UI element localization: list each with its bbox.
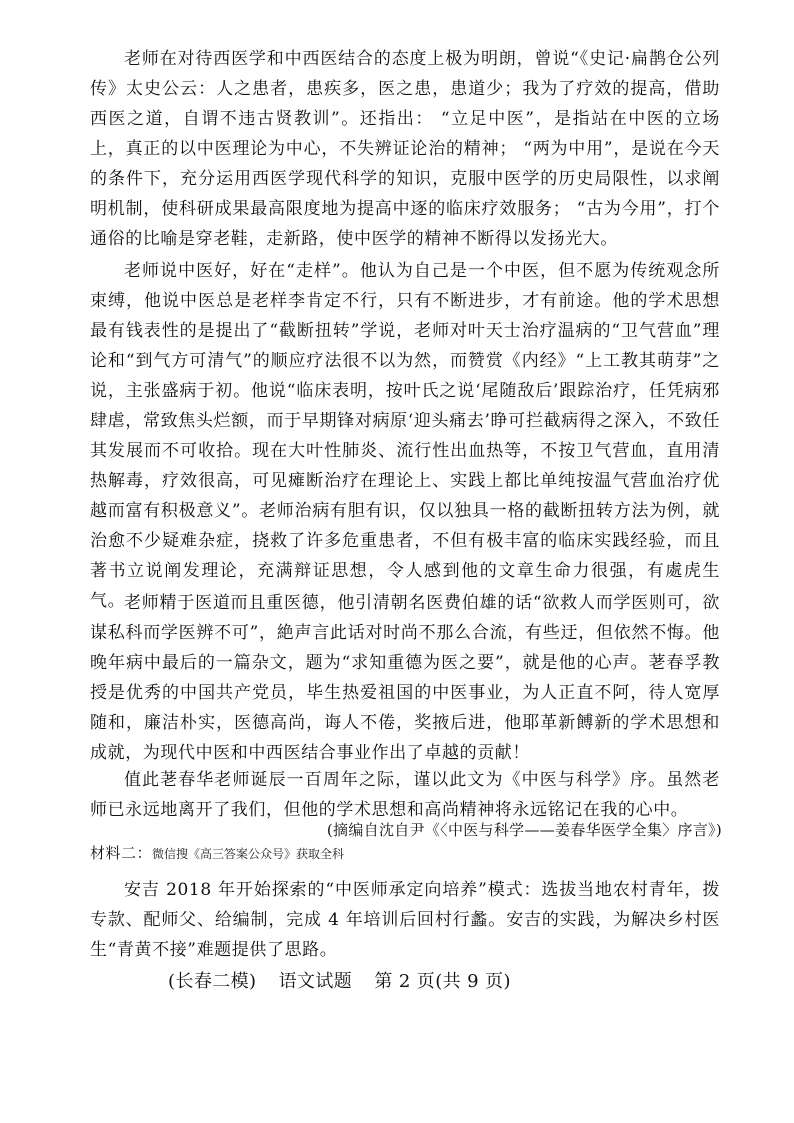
footer-subject: 语文试题 <box>278 971 353 992</box>
paragraph-centenary: 值此荖春华老师诞辰一百周年之际，谨以此文为《中医与科学》序。虽然老师已永远地离开了我们，但他的学术思想和高尚精神将永远铭记在我的心中。 <box>90 770 720 820</box>
source-attribution: (摘编自沈自尹《〈中医与科学——姜春华医学全集〉序言》) <box>326 821 722 839</box>
material-heading <box>90 841 344 866</box>
paragraph-anji-practice: 安吉 2018 年开始探索的“中医师承定向培养”模式：选拔当地农村青年，拨专款、配师父、给编制，完成 4 年培训后回村行蠡。安吉的实践，为解决乡村医生“青黄不接”难题提供了思路。 <box>90 880 720 960</box>
paragraph-medical-ethics: 老师精于医道而且重医德，他引清朝名医费伯雄的话“欲救人而学医则可，欲谋私科而学医辨不可”，絶声言此话对时尚不那么合流，有些迂，但依然不悔。他晚年病中最后的一篇杂文，题为“求知重德为医之要”，就是他的心声。荖春孚教授是优秀的中国共产党员，毕生热爱祖国的中医事业，为人正直不阿，待人宽厚随和，廉洁朴实，医德高尚，诲人不倦，奖掖后进，他耶革新餺新的学术思想和成就，为现代中医和中西医结合事业作出了卓越的贡献！ <box>90 593 720 763</box>
paragraph-western-medicine-attitude: 老师在对待西医学和中西医结合的态度上极为明朗，曾说“《史记·扁鹊仓公列传》太史公云：人之患者，患疾多，医之患，患道少；我为了疗效的提高，借助西医之道，自谓不违古贤教训”。还指出： “立足中医”，是指站在中医的立场上，真正的以中医理论为中心，不失辨证论治的精神； “两为中用”，是说在今天的条件下，充分运用西医学现代科学的知识，克服中医学的历史局限性，以求阐明机制，使科研成果最高限度地为提高中逐的临床疗效服务； “古为今用”，打个通俗的比喻是穿老鞋，走新路，使中医学的精神不断得以发扬光大。 <box>90 49 720 249</box>
page-footer <box>168 968 527 996</box>
footer-exam-name: (长春二模) <box>168 971 257 992</box>
paragraph-zouyang: 老师说中医好，好在“走样”。他认为自己是一个中医，但不愿为传统观念所束缚，他说中医总是老样李肯定不行，只有不断进步，才有前途。他的学术思想最有钱表性的是提出了“截断扭转”学说，老师对叶天士治疗温病的“卫气营血”理论和“到气方可清气”的顺应疗法很不以为然，而赞赏《内经》“上工教其萌芽”之说，主张盛病于初。他说“临床表明，按叶氏之说‘尾随敌后’跟踪治疗，任凭病邪肆虐，常致焦头烂额，而于早期锋对病原‘迎头痛去’睁可拦截病得之深入，不致任其发展而不可收拾。现在大叶性肺炎、流行性出血热等，不按卫气营血，直用清热解毒，疗效很高，可见瘫断治疗在理论上、实践上都比单纯按温气营血治疗优越而富有积极意义”。老师治病有胆有识，仅以独具一格的截断扭转方法为例，就治愈不少疑难杂症，挠救了许多危重患者，不但有极丰富的临床实践经验，而且著书立说阐发理论，充满辩证思想，令人感到他的文章生命力很强，有處虎生气。 <box>90 261 720 611</box>
material-title: 材料二： <box>90 844 153 862</box>
footer-page-number: 第 2 页(共 9 页) <box>374 971 511 992</box>
material-watermark-note: 微信搜《高三答案公众号》获取全科 <box>152 847 345 861</box>
